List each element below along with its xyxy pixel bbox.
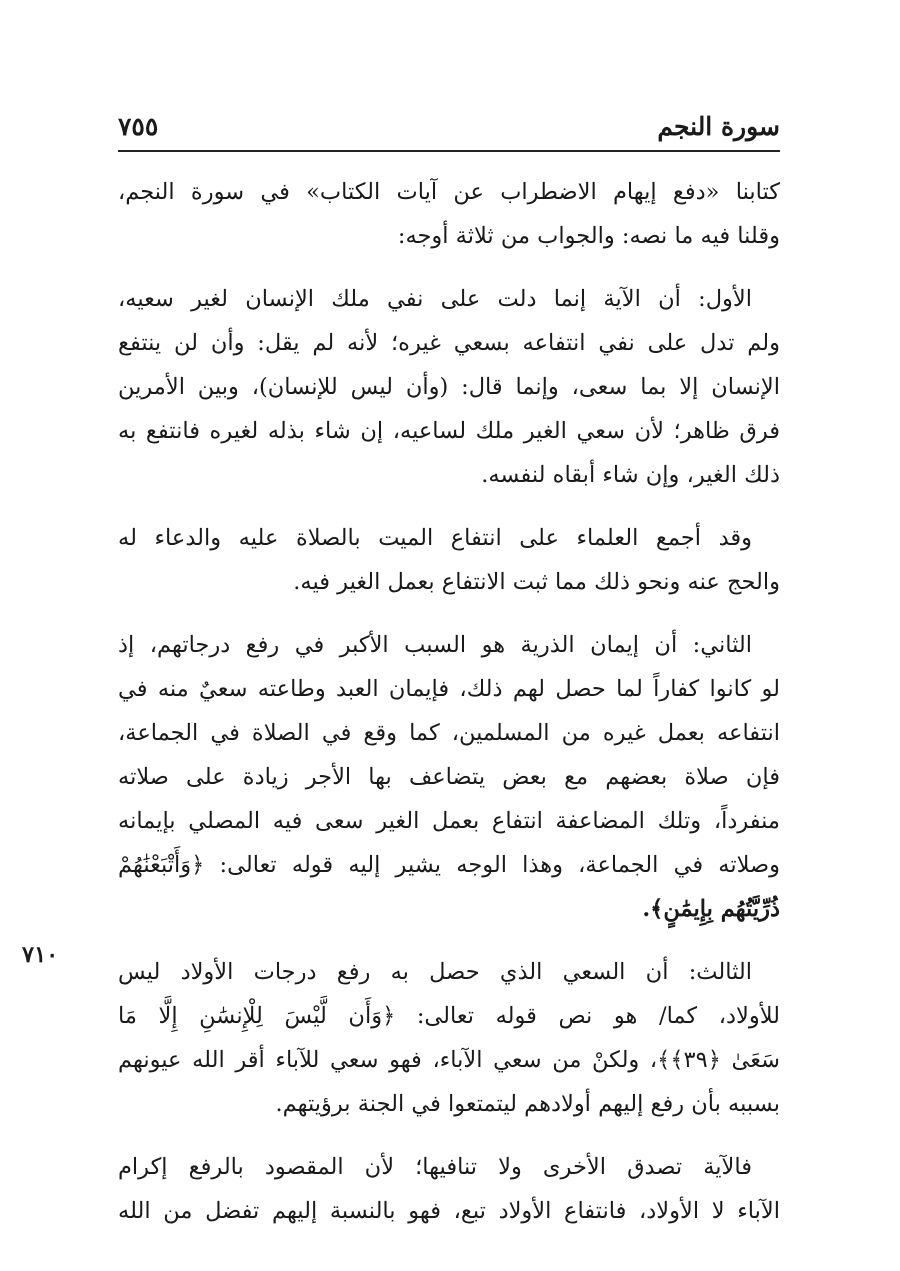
body-text xyxy=(118,170,780,1252)
text-line: الثاني: أن إيمان الذرية هو السبب الأكبر في رفع درجاتهم، إذ xyxy=(118,632,752,658)
text-line: فإن صلاة بعضهم مع بعض يتضاعف بها الأجر زيادة على صلاته xyxy=(118,764,780,790)
text-line: منفرداً، وتلك المضاعفة انتفاع بعمل الغير سعى فيه المصلي بإيمانه xyxy=(118,808,780,834)
text-line: الثالث: أن السعي الذي حصل به رفع درجات الأولاد ليس xyxy=(118,959,752,985)
text-line: ولم تدل على نفي انتفاعه بسعي غيره؛ لأنه لم يقل: وأن لن ينتفع xyxy=(118,330,780,356)
text-line: ذلك الغير، وإن شاء أبقاه لنفسه. xyxy=(481,462,780,488)
paragraph-4 xyxy=(118,623,780,931)
paragraph-6 xyxy=(118,1145,780,1233)
text-line: سَعَىٰ ﴿٣٩﴾﴾، ولكنْ من سعي الآباء، فهو سعي للآباء أقر الله عيونهم xyxy=(118,1047,780,1073)
quran-verse-line: ذُرِّيَّتُهُم بِإِيمَٰنٍ﴾. xyxy=(642,896,780,922)
paragraph-2 xyxy=(118,277,780,497)
paragraph-5 xyxy=(118,950,780,1126)
text-line: وصلاته في الجماعة، وهذا الوجه يشير إليه قوله تعالى: ﴿وَأَتْبَعْنَٰهُمْ xyxy=(118,852,780,878)
text-line: الإنسان إلا بما سعى، وإنما قال: (وأن ليس للإنسان)، وبين الأمرين xyxy=(118,374,780,400)
text-line: الأول: أن الآية إنما دلت على نفي ملك الإنسان لغير سعيه، xyxy=(118,286,752,312)
running-header xyxy=(118,108,780,148)
paragraph-3 xyxy=(118,516,780,604)
text-line: للأولاد، كما/ هو نص قوله تعالى: ﴿وَأَن لَّيْسَ لِلْإِنسَٰنِ إِلَّا مَا xyxy=(118,1003,780,1029)
text-line: انتفاعه بعمل غيره من المسلمين، كما وقع في الصلاة في الجماعة، xyxy=(118,720,780,746)
text-line: لو كانوا كفاراً لما حصل لهم ذلك، فإيمان العبد وطاعته سعيٌ منه في xyxy=(118,676,780,702)
margin-page-reference: ٧١٠ xyxy=(22,942,59,968)
paragraph-1 xyxy=(118,170,780,258)
text-line: وقلنا فيه ما نصه: والجواب من ثلاثة أوجه: xyxy=(397,223,780,249)
header-rule xyxy=(118,150,780,152)
text-line: فالآية تصدق الأخرى ولا تنافيها؛ لأن المقصود بالرفع إكرام xyxy=(118,1154,752,1180)
text-line: كتابنا «دفع إيهام الاضطراب عن آيات الكتاب» في سورة النجم، xyxy=(118,179,780,205)
text-line: والحج عنه ونحو ذلك مما ثبت الانتفاع بعمل الغير فيه. xyxy=(293,569,780,595)
text-line: فرق ظاهر؛ لأن سعي الغير ملك لساعيه، إن شاء بذله لغيره فانتفع به xyxy=(118,418,780,444)
page-number: ٧٥٥ xyxy=(118,112,159,141)
text-line: بسببه بأن رفع إليهم أولادهم ليتمتعوا في الجنة برؤيتهم. xyxy=(275,1091,780,1117)
text-line: وقد أجمع العلماء على انتفاع الميت بالصلاة عليه والدعاء له xyxy=(118,525,752,551)
surah-title: سورة النجم xyxy=(657,112,780,141)
text-line: الآباء لا الأولاد، فانتفاع الأولاد تبع، فهو بالنسبة إليهم تفضل من الله xyxy=(118,1198,780,1224)
